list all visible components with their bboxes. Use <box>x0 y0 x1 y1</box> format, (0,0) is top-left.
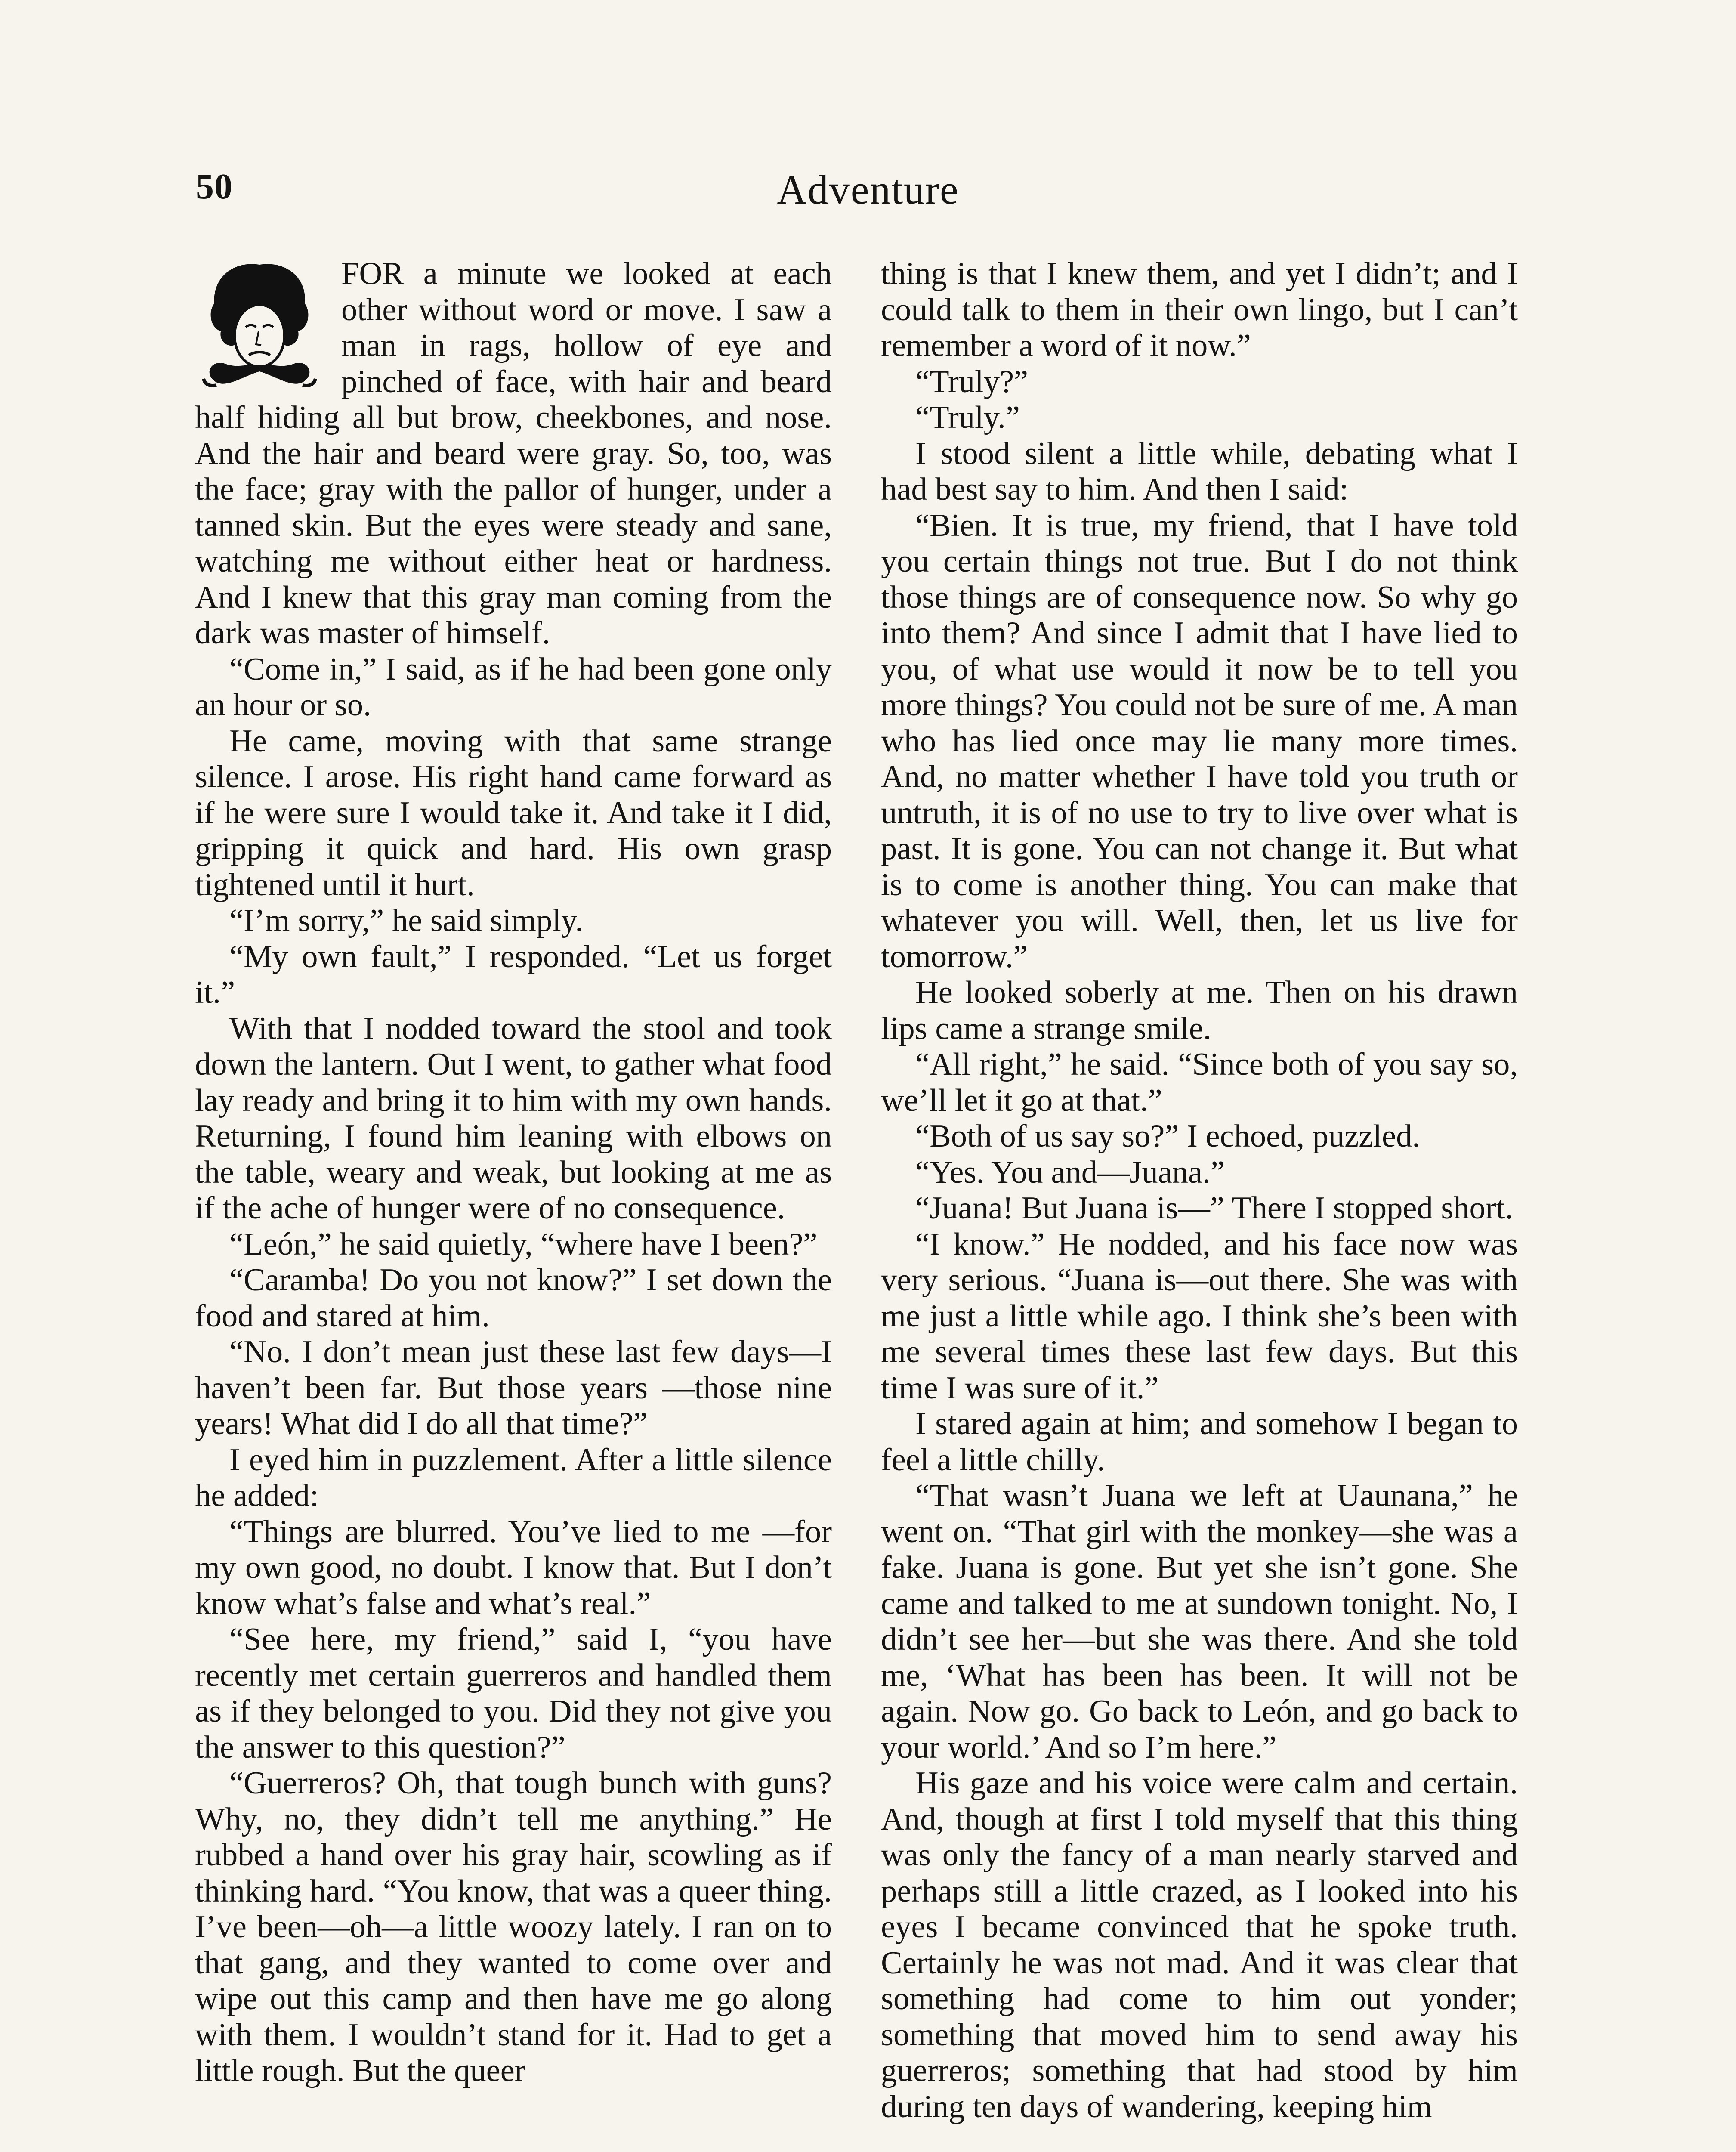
paragraph: “Things are blurred. You’ve lied to me —for my own good, no doubt. I know that. But I don’t know what’s false and what’s real.” <box>195 1514 832 1621</box>
drop-cap-illustration <box>195 256 328 398</box>
paragraph-continued: thing is that I knew them, and yet I didn’t; and I could talk to them in their own lingo, but I can’t remember a word of it now.” <box>881 256 1518 363</box>
paragraph: I stood silent a little while, debating what I had best say to him. And then I said: <box>881 436 1518 507</box>
paragraph: “Truly.” <box>915 400 1020 435</box>
left-column <box>195 256 832 2089</box>
paragraph: “All right,” he said. “Since both of you say so, we’ll let it go at that.” <box>881 1047 1518 1118</box>
paragraph: “I’m sorry,” he said simply. <box>229 903 584 938</box>
paragraph: “See here, my friend,” said I, “you have recently met certain guerreros and handled them as if they belonged to you. Did they not give you the answer to this question?” <box>195 1622 832 1765</box>
paragraph: “Caramba! Do you not know?” I set down the food and stared at him. <box>195 1262 832 1334</box>
paragraph: “Bien. It is true, my friend, that I have told you certain things not true. But I do not think those things are of consequence now. So why go into them? And since I admit that I have lied to you, of what use would it now be to tell you more things? You could not be sure of me. A man who has lied once may lie many more times. And, no matter whether I have told you truth or untruth, it is of no use to try to live over what is past. It is gone. You can not change it. But what is to come is another thing. You can make that whatever you will. Well, then, let us live for tomorrow.” <box>881 507 1518 974</box>
paragraph: His gaze and his voice were calm and certain. And, though at first I told myself that this thing was only the fancy of a man nearly starved and perhaps still a little crazed, as I looked into his eyes I became convinced that he spoke truth. Certainly he was not mad. And it was clear that something had come to him out yonder; something that moved him to send away his guerreros; something that had stood by him during ten days of wandering, keeping him <box>881 1766 1518 2124</box>
paragraph: “Yes. You and—Juana.” <box>915 1154 1225 1190</box>
paragraph: “Juana! But Juana is—” There I stopped short. <box>915 1190 1513 1226</box>
paragraph: “Both of us say so?” I echoed, puzzled. <box>915 1119 1420 1154</box>
paragraph: “No. I don’t mean just these last few days—I haven’t been far. But those years —those nine years! What did I do all that time?” <box>195 1334 832 1441</box>
page-number: 50 <box>196 167 233 207</box>
paragraph: “Truly?” <box>915 364 1029 399</box>
paragraph: With that I nodded toward the stool and took down the lantern. Out I went, to gather what food lay ready and bring it to him with my own hands. Returning, I found him leaning with elbows on the table, weary and weak, but looking at me as if the ache of hunger were of no consequence. <box>195 1011 832 1226</box>
paragraph: “León,” he said quietly, “where have I been?” <box>229 1226 818 1262</box>
paragraph: He came, moving with that same strange silence. I arose. His right hand came forward as if he were sure I would take it. And take it I did, gripping it quick and hard. His own grasp tightened until it hurt. <box>195 723 832 903</box>
paragraph: “My own fault,” I responded. “Let us forget it.” <box>195 939 832 1010</box>
paragraph: “Come in,” I said, as if he had been gone only an hour or so. <box>195 651 832 723</box>
paragraph: I stared again at him; and somehow I began to feel a little chilly. <box>881 1406 1518 1478</box>
running-head: Adventure <box>777 167 959 213</box>
paragraph: I eyed him in puzzlement. After a little silence he added: <box>195 1442 832 1513</box>
paragraph: He looked soberly at me. Then on his drawn lips came a strange smile. <box>881 975 1518 1046</box>
right-column <box>881 256 1518 2125</box>
paragraph: “I know.” He nodded, and his face now was very serious. “Juana is—out there. She was with me just a little while ago. I think she’s been with me several times these last few days. But this time I was sure of it.” <box>881 1226 1518 1406</box>
paragraph: “That wasn’t Juana we left at Uaunana,” he went on. “That girl with the monkey—she was a fake. Juana is gone. But yet she isn’t gone. She came and talked to me at sundown tonight. No, I didn’t see her—but she was there. And she told me, ‘What has been has been. It will not be again. Now go. Go back to León, and go back to your world.’ And so I’m here.” <box>881 1478 1518 1765</box>
paragraph: FOR a minute we looked at each other without word or move. I saw a man in rags, hollow of eye and pinched of face, with hair and beard half hiding all but brow, cheekbones, and nose. And the hair and beard were gray. So, too, was the face; gray with the pallor of hunger, under a tanned skin. But the eyes were steady and sane, watching me without either heat or hardness. And I knew that this gray man coming from the dark was master of himself. <box>195 256 832 651</box>
paragraph: “Guerreros? Oh, that tough bunch with guns? Why, no, they didn’t tell me anything.” He rubbed a hand over his gray hair, scowling as if thinking hard. “You know, that was a queer thing. I’ve been—oh—a little woozy lately. I ran on to that gang, and they wanted to come over and wipe out this camp and then have me go along with them. I wouldn’t stand for it. Had to get a little rough. But the queer <box>195 1766 832 2088</box>
